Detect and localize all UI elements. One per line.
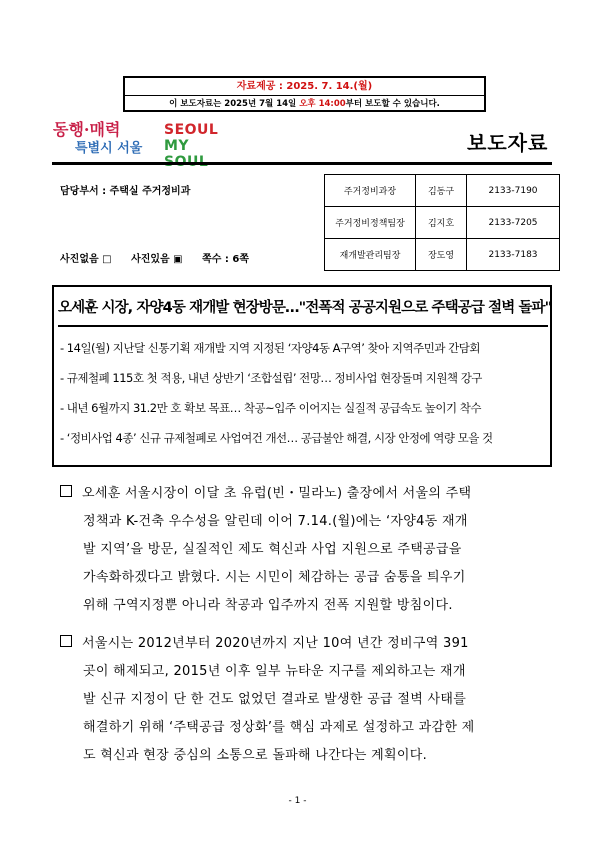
paragraph-line: 해결하기 위해 ‘주택공급 정상화’를 핵심 과제로 설정하고 과감한 제 [83, 720, 475, 735]
contact-name: 김지호 [416, 207, 467, 239]
embargo-notice [125, 96, 484, 112]
bullet-box-icon [60, 635, 72, 647]
contact-row [325, 207, 560, 239]
contact-name: 장도영 [416, 239, 467, 271]
summary-bullet: - 14일(월) 지난달 신통기획 재개발 지역 지정된 ‘자양4동 A구역’ 찾아 지역주민과 간담회 [60, 341, 480, 355]
embargo-notice-post: 부터 보도할 수 있습니다. [345, 99, 440, 109]
summary-bullet: - 내년 6월까지 31.2만 호 확보 목표… 착공~입주 이어지는 실질적 공급속도 높이기 착수 [60, 401, 481, 415]
body-paragraph-1 [60, 480, 555, 620]
photo-has-option: 사진있음 ▣ [131, 254, 183, 265]
paragraph-line: 곳이 해제되고, 2015년 이후 일부 뉴타운 지구를 제외하고는 재개 [83, 664, 466, 679]
slogan-logo-line1: 동행·매력 [53, 120, 121, 139]
contact-row [325, 175, 560, 207]
summary-bullet: - ‘정비사업 4종’ 신규 규제철폐로 사업여건 개선… 공급불안 해결, 시장 안정에 역량 모을 것 [60, 431, 493, 445]
seoul-slogan-logo [53, 120, 148, 158]
seoul-logo-line2: MY [164, 138, 190, 154]
contact-phone: 2133-7183 [467, 239, 560, 271]
paragraph-line: 도 혁신과 현장 중심의 소통으로 돌파해 나간다는 계획이다. [83, 748, 428, 763]
paragraph-line: 위해 구역지정뿐 아니라 착공과 입주까지 전폭 지원할 방침이다. [83, 598, 453, 613]
seoul-logo-line1: SEOUL [164, 122, 219, 138]
summary-bullets [60, 333, 550, 453]
headline: 오세훈 시장, 자양4동 재개발 현장방문…"전폭적 공공지원으로 주택공급 절벽 돌파" [58, 300, 552, 316]
department-label: 담당부서 : 주택실 주거정비과 [60, 186, 191, 197]
paragraph-line: 발 지역’을 방문, 실질적인 제도 혁신과 사업 지원으로 주택공급을 [83, 542, 462, 557]
contact-name: 김동구 [416, 175, 467, 207]
contact-title: 주거정비과장 [325, 175, 416, 207]
bullet-box-icon [60, 485, 72, 497]
paragraph-line: 가속화하겠다고 밝혔다. 시는 시민이 체감하는 공급 숨통을 틔우기 [83, 570, 466, 585]
page-number: - 1 - [288, 796, 307, 806]
paragraph-line: 오세훈 서울시장이 이달 초 유럽(빈・밀라노) 출장에서 서울의 주택 [82, 486, 472, 501]
embargo-notice-pre: 이 보도자료는 2025년 7월 14일 [169, 99, 300, 109]
contact-row [325, 239, 560, 271]
body-paragraph-2 [60, 630, 555, 770]
contact-title: 재개발관리팀장 [325, 239, 416, 271]
release-info-box [123, 76, 486, 112]
summary-bullet: - 규제철폐 115호 첫 적용, 내년 상반기 ‘조합설립’ 전망… 정비사업 현장돌며 지원책 강구 [60, 371, 482, 385]
photo-page-info [60, 250, 265, 265]
slogan-logo-line2: 특별시 서울 [75, 141, 143, 156]
contact-title: 주거정비정책팀장 [325, 207, 416, 239]
doc-type-title: 보도자료 [467, 131, 549, 155]
paragraph-line: 서울시는 2012년부터 2020년까지 지난 10여 년간 정비구역 391 [82, 636, 469, 651]
headline-rule [58, 325, 548, 327]
paragraph-line: 발 신규 지정이 단 한 건도 없었던 결과로 발생한 공급 절벽 사태를 [83, 692, 467, 707]
seoul-my-soul-logo [164, 122, 219, 158]
release-date: 자료제공 : 2025. 7. 14.(월) [125, 78, 484, 96]
photo-none-option: 사진없음 □ [60, 254, 112, 265]
embargo-time: 오후 14:00 [299, 99, 346, 109]
paragraph-line: 정책과 K-건축 우수성을 알린데 이어 7.14.(월)에는 ‘자양4동 재개 [83, 514, 468, 529]
header-divider [52, 162, 552, 165]
contact-phone: 2133-7205 [467, 207, 560, 239]
contacts-table [324, 174, 560, 271]
contact-phone: 2133-7190 [467, 175, 560, 207]
page-count: 쪽수 : 6쪽 [202, 254, 250, 265]
